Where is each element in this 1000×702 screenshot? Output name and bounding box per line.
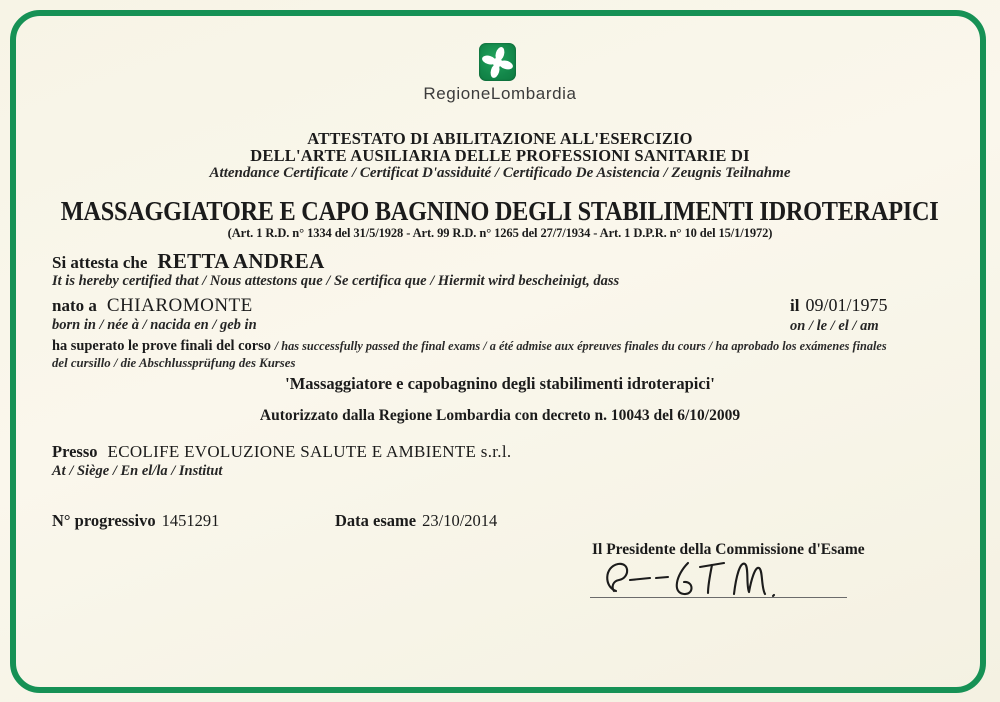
president-label: Il Presidente della Commissione d'Esame: [592, 541, 865, 558]
course-paragraph: [52, 337, 952, 371]
institute-name: ECOLIFE EVOLUZIONE SALUTE E AMBIENTE s.r.l.: [107, 442, 512, 461]
attestation-label: Si attesta che: [52, 253, 148, 272]
course-name: 'Massaggiatore e capobagnino degli stabilimenti idroterapici': [285, 374, 715, 393]
course-line-1: [52, 337, 916, 355]
course-translations-2: del cursillo / die Abschlussprüfung des Kurses: [52, 356, 296, 370]
attestation-translations: It is hereby certified that / Nous attestons que / Se certifica que / Hiermit wird bescheinigt, dass: [52, 273, 620, 289]
main-title: MASSAGGIATORE E CAPO BAGNINO DEGLI STABILIMENTI IDROTERAPICI: [61, 196, 939, 226]
birth-place-row: [52, 295, 253, 317]
exam-date-label: Data esame: [335, 511, 417, 530]
birth-date-block: [790, 295, 887, 335]
birth-date-label: il: [790, 296, 800, 315]
institute-label: Presso: [52, 442, 98, 461]
institute-translations: At / Siège / En el/la / Institut: [52, 463, 223, 479]
header-line-2: DELL'ARTE AUSILIARIA DELLE PROFESSIONI SANITARIE DI: [250, 146, 750, 165]
exam-date-value: 23/10/2014: [422, 511, 498, 530]
signature-line: [590, 597, 847, 598]
institute-row: [52, 442, 511, 462]
birth-place-value: CHIAROMONTE: [106, 295, 253, 316]
rosa-camuna-icon: [479, 43, 516, 81]
certified-person-name: RETTA ANDREA: [157, 249, 325, 273]
attestation-row: [52, 249, 325, 274]
birth-place-label: nato a: [52, 296, 97, 315]
birth-place-translations: born in / née à / nacida en / geb in: [52, 317, 257, 333]
birth-date-value: 09/01/1975: [805, 295, 888, 315]
birth-date-translations: on / le / el / am: [790, 318, 879, 334]
course-translations-1: / has successfully passed the final exams / a été admise aux épreuves finales du cours / ha aprobado los exámenes finales: [274, 339, 887, 353]
header-translations: Attendance Certificate / Certificat D'assiduité / Certificado De Asistencia / Zeugnis Teilnahme: [209, 165, 791, 181]
handwritten-signature: [596, 551, 836, 601]
authorization-line: Autorizzato dalla Regione Lombardia con decreto n. 10043 del 6/10/2009: [259, 407, 741, 424]
progressive-number-row: [52, 511, 219, 531]
exam-date-row: [335, 511, 497, 531]
main-title-wrap: [0, 196, 1000, 227]
course-passed-label: ha superato le prove finali del corso: [52, 338, 271, 354]
regione-lombardia-logo: [479, 43, 516, 81]
brand-name: RegioneLombardia: [423, 84, 577, 103]
progressive-number-value: 1451291: [161, 511, 220, 530]
legal-references: (Art. 1 R.D. n° 1334 del 31/5/1928 - Art. 99 R.D. n° 1265 del 27/7/1934 - Art. 1 D.P.R. n° 10 del 15/1/1972): [227, 226, 773, 240]
header-line-1: ATTESTATO DI ABILITAZIONE ALL'ESERCIZIO: [307, 129, 693, 148]
progressive-number-label: N° progressivo: [52, 511, 156, 530]
